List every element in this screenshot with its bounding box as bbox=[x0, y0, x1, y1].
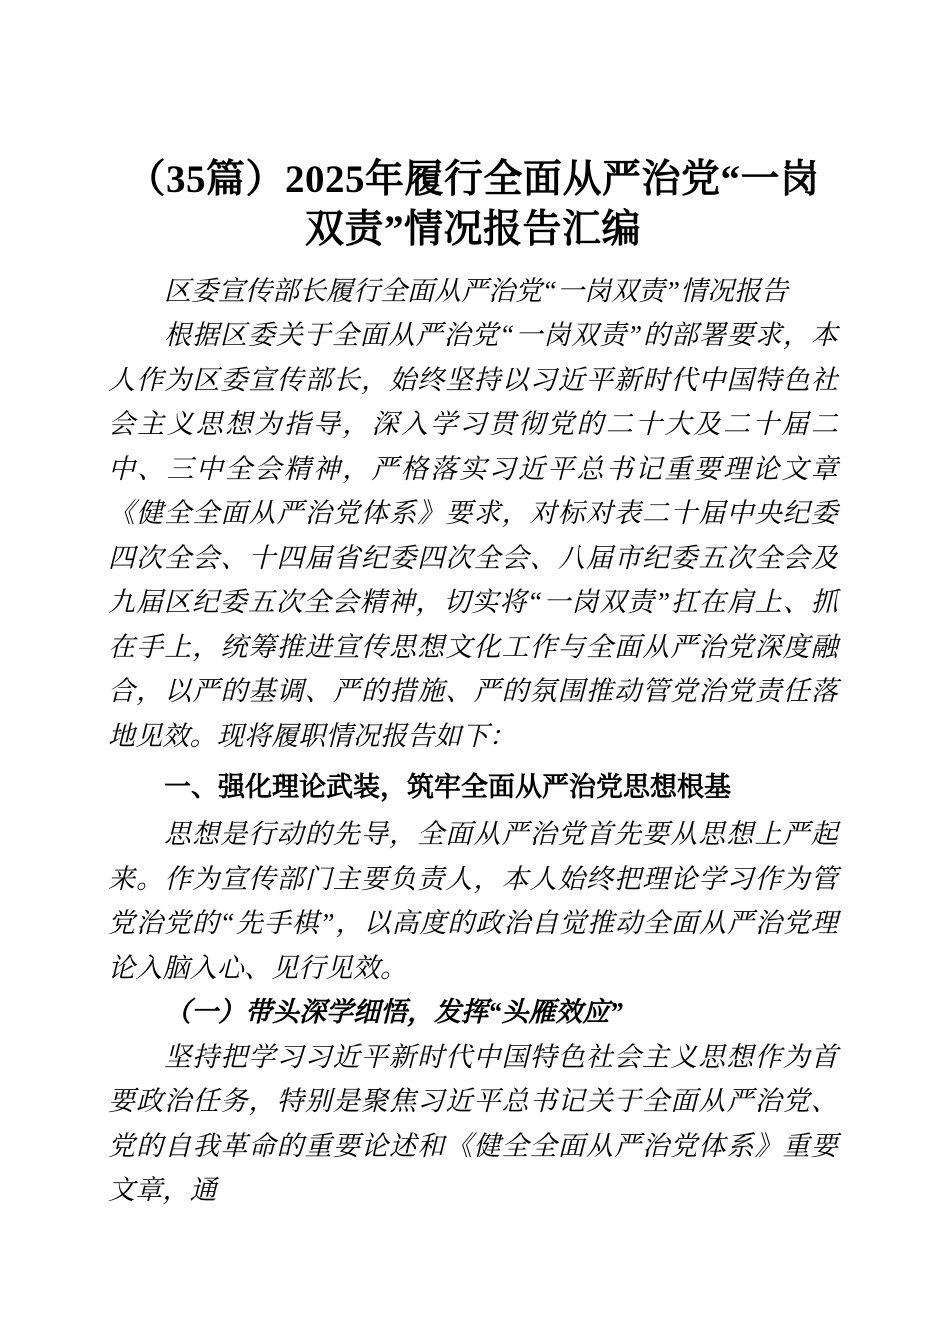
body-paragraph: 坚持把学习习近平新时代中国特色社会主义思想作为首要政治任务，特别是聚焦习近平总书记关于全面从严治党、党的自我革命的重要论述和《健全全面从严治党体系》重要文章，通 bbox=[108, 1041, 838, 1205]
document-subtitle: 区委宣传部长履行全面从严治党“一岗双责”情况报告 bbox=[164, 276, 789, 306]
document-content bbox=[108, 0, 838, 1213]
section-heading-1: 一、强化理论武装，筑牢全面从严治党思想根基 bbox=[164, 772, 731, 802]
section-heading-2: （一）带头深学细悟，发挥“头雁效应” bbox=[164, 997, 623, 1027]
body-paragraph: 根据区委关于全面从严治党“一岗双责”的部署要求，本人作为区委宣传部长，始终坚持以习近平新时代中国特色社会主义思想为指导，深入学习贯彻党的二十大及二十届二中、三中全会精神，严格落实习近平总书记重要理论文章《健全全面从严治党体系》要求，对标对表二十届中央纪委四次全会、十四届省纪委四次全会、八届市纪委五次全会及九届区纪委五次全会精神，切实将“一岗双责”扛在肩上、抓在手上，统筹推进宣传思想文化工作与全面从严治党深度融合，以严的基调、严的措施、严的氛围推动管党治党责任落地见效。现将履职情况报告如下： bbox=[108, 320, 838, 751]
page-title: （35篇）2025年履行全面从严治党“一岗双责”情况报告汇编 bbox=[126, 158, 820, 251]
body-paragraph: 思想是行动的先导，全面从严治党首先要从思想上严起来。作为宣传部门主要负责人，本人始终把理论学习作为管党治党的“先手棋”，以高度的政治自觉推动全面从严治党理论入脑入心、见行见效。 bbox=[108, 819, 838, 983]
